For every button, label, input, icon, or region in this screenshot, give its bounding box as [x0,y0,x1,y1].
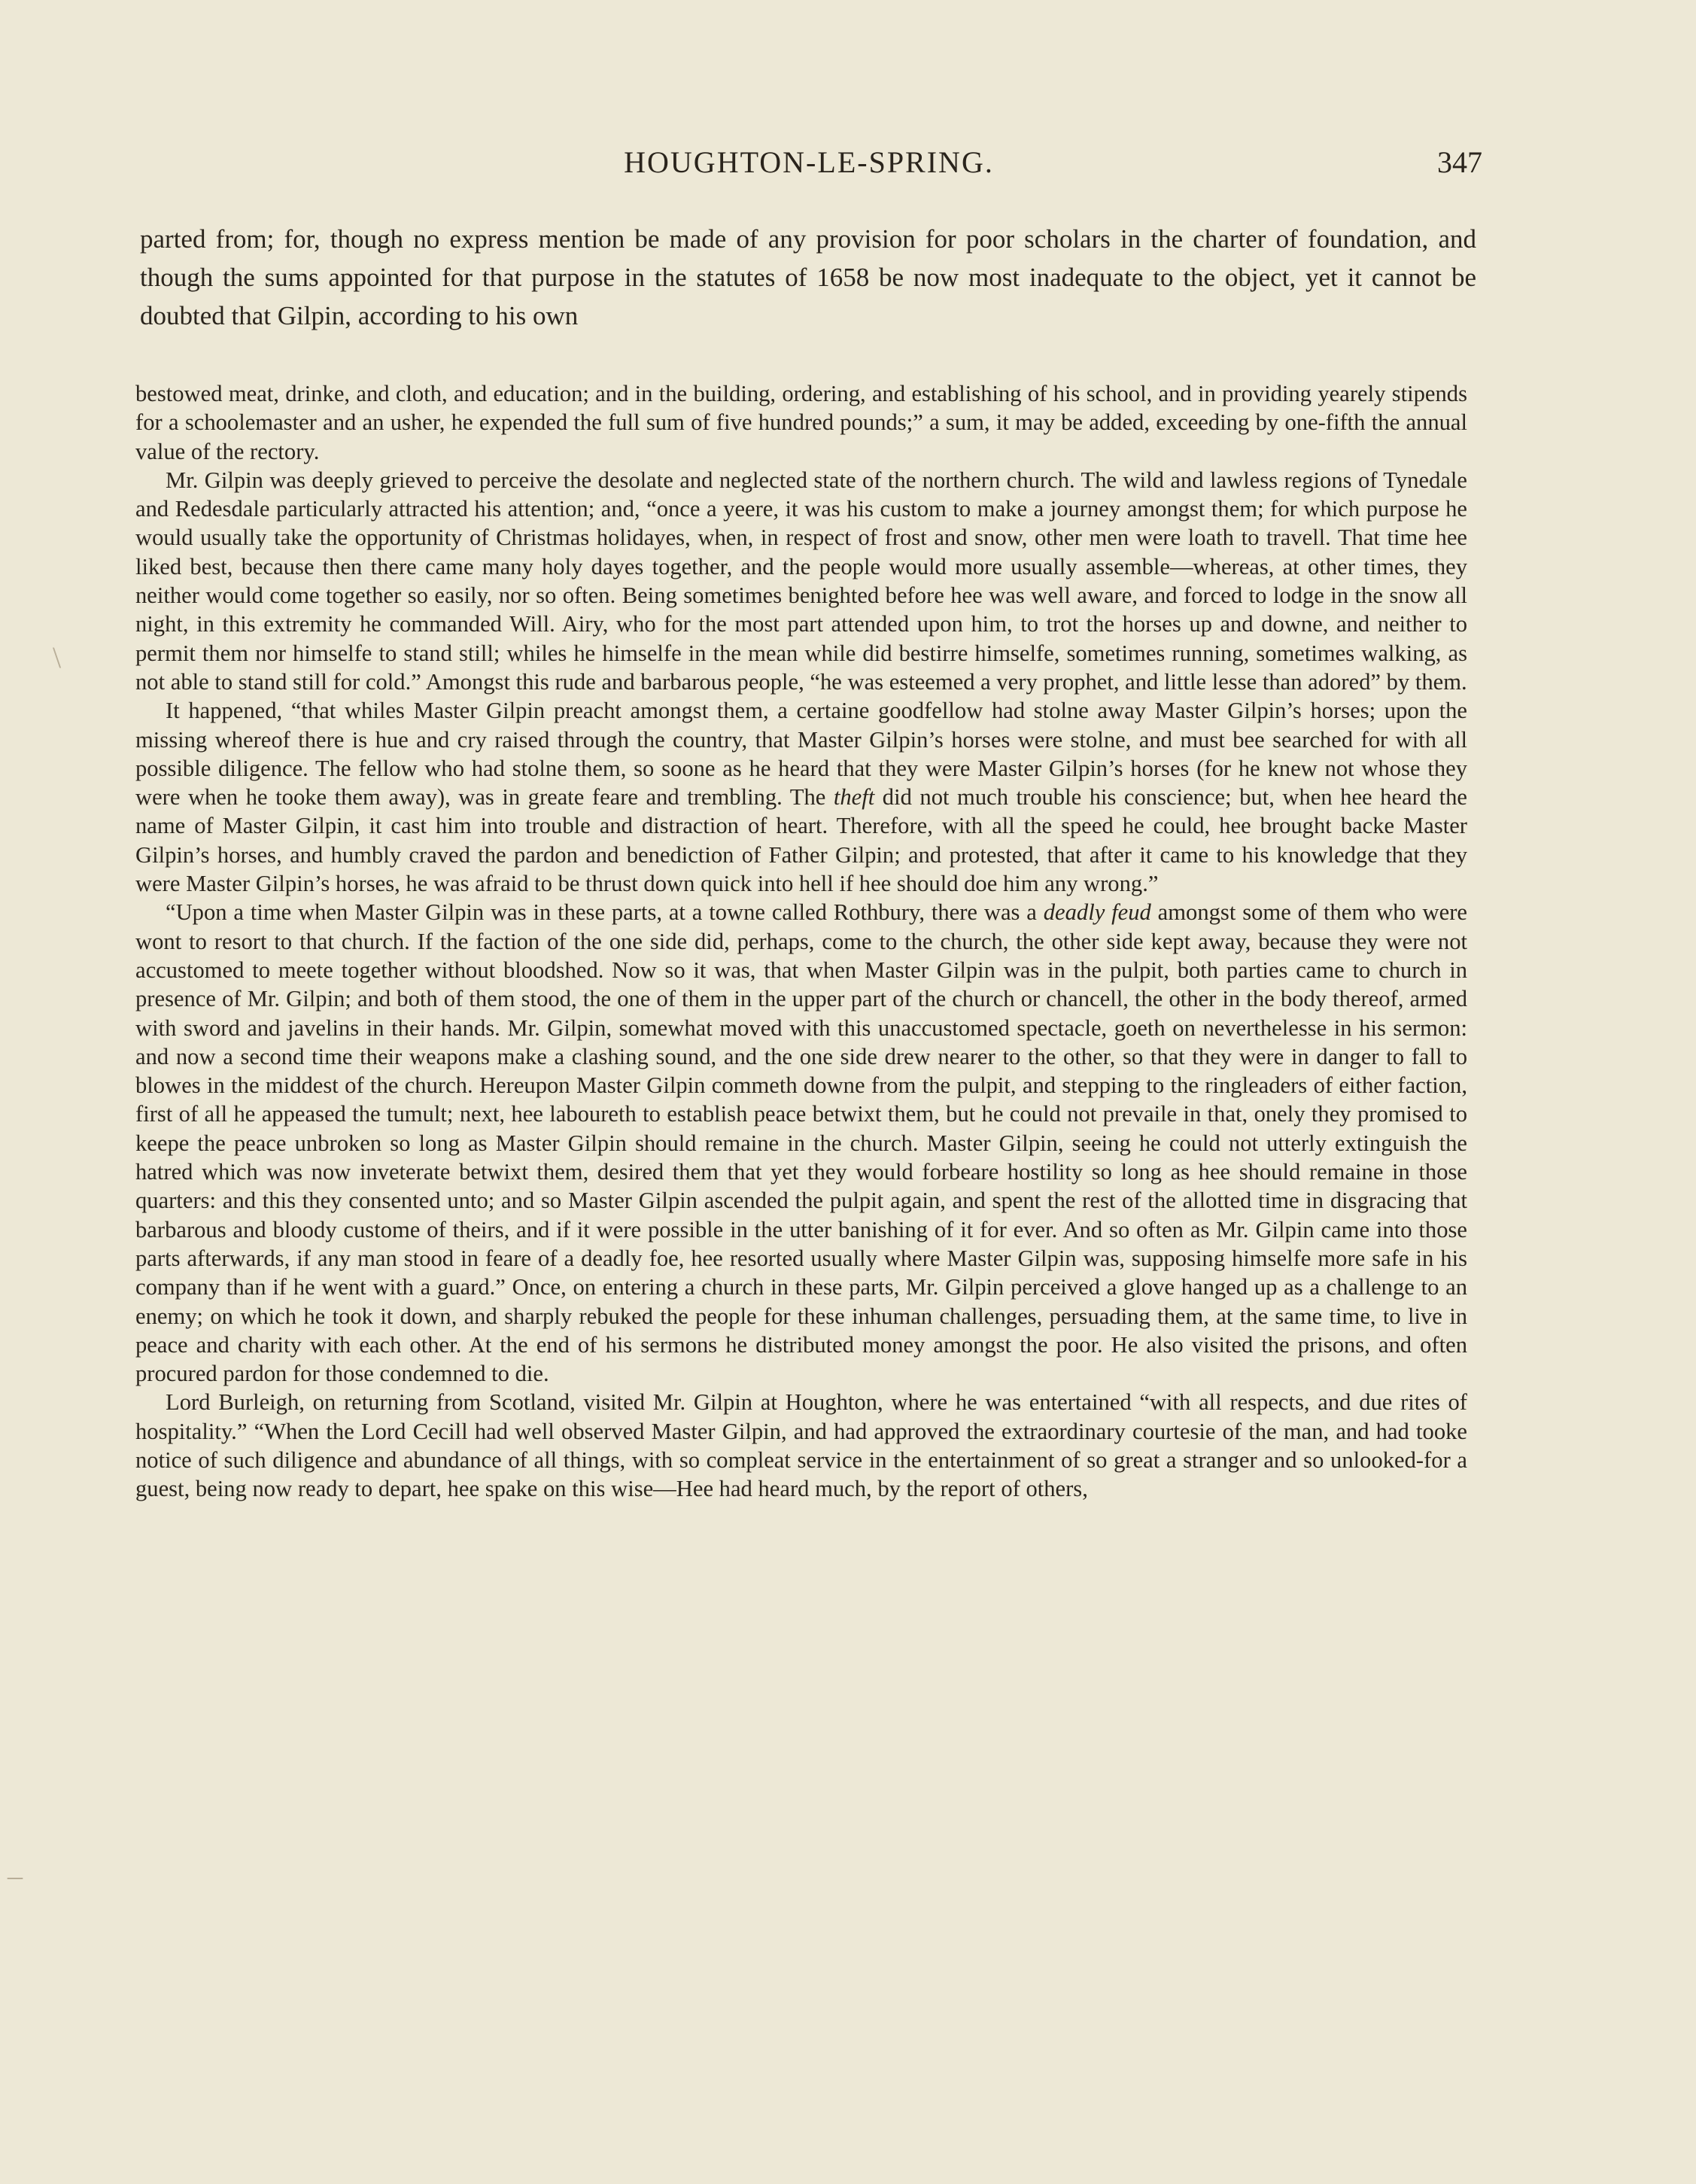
paragraph [135,466,1467,696]
italic-term: deadly feud [1043,899,1151,926]
paragraph [135,1388,1467,1503]
paragraph-text: did not much trouble his conscience; but, when hee heard the name of Master Gilpin, it cast him into trouble and distraction of heart. Therefore, with all the speed he could, hee brought backe Master Gilpin’s horses, and humbly craved the pardon and benediction of Father Gilpin; and protested, that after it came to his knowledge that they were Master Gilpin’s horses, he was afraid to be thrust down quick into hell if hee should doe him any wrong.” [135,784,1467,897]
margin-mark: \ [53,640,62,674]
paragraph-text: “Upon a time when Master Gilpin was in these parts, at a towne called Rothbury, there was a [166,899,1044,926]
lead-paragraph: parted from; for, though no express mention be made of any provision for poor scholars in the charter of foundation, and though the sums appointed for that purpose in the statutes of 1658 be now most inadequate to the object, yet it cannot be doubted that Gilpin, according to his own [140,224,1476,330]
body-text [135,379,1467,1504]
paragraph-text: bestowed meat, drinke, and cloth, and education; and in the building, ordering, and establishing of his school, and in providing yearely stipends for a schoolemaster and an usher, he expended the full sum of five hundred pounds;” a sum, it may be added, exceeding by one-fifth the annual value of the rectory. [135,381,1467,464]
lead-paragraph-block [140,220,1476,335]
paragraph-text: Mr. Gilpin was deeply grieved to perceive the desolate and neglected state of the northern church. The wild and lawless regions of Tynedale and Redesdale particularly attracted his attention; and, “once a yeere, it was his custom to make a journey amongst them; for which purpose he would usually take the opportunity of Christmas holidayes, when, in respect of frost and snow, other men were loath to travell. That time hee liked best, because then there came many holy dayes together, and the people would more usually assemble—whereas, at other times, they neither would come together so easily, nor so often. Being sometimes benighted before hee was well aware, and forced to lodge in the snow all night, in this extremity he commanded Will. Airy, who for the most part attended upon him, to trot the horses up and downe, and neither to permit them nor himselfe to stand still; whiles he himselfe in the mean while did bestirre himselfe, sometimes running, sometimes walking, as not able to stand still for cold.” Amongst this rude and barbarous people, “he was esteemed a very prophet, and little lesse than adored” by them. [135,467,1467,695]
margin-mark: _ [8,1848,23,1882]
paragraph-text: It happened, “that whiles Master Gilpin preacht amongst them, a certaine goodfellow had stolne away Master Gilpin’s horses; upon the missing whereof there is hue and cry raised through the country, that Master Gilpin’s horses were stolne, and must bee searched for with all possible diligence. The fellow who had stolne them, so soone as he heard that they were Master Gilpin’s horses (for he knew not whose they were when he tooke them away), was in greate feare and trembling. The [135,698,1467,811]
running-title: HOUGHTON-LE-SPRING. [624,145,994,179]
paragraph [135,898,1467,1388]
page-header [135,144,1482,190]
italic-term: theft [833,784,875,811]
page-number: 347 [1437,145,1482,179]
paragraph-text: Lord Burleigh, on returning from Scotland, visited Mr. Gilpin at Houghton, where he was entertained “with all respects, and due rites of hospitality.” “When the Lord Cecill had well observed Master Gilpin, and had approved the extraordinary courtesie of the man, and had tooke notice of such diligence and abundance of all things, with so compleat service in the entertainment of so great a stranger and so unlooked-for a guest, being now ready to depart, hee spake on this wise—Hee had heard much, by the report of others, [135,1389,1467,1502]
paragraph [135,696,1467,898]
paragraph [135,379,1467,466]
paragraph-text: amongst some of them who were wont to resort to that church. If the faction of the one side did, perhaps, come to the church, the other side kept away, because they were not accustomed to meete together without bloodshed. Now so it was, that when Master Gilpin was in the pulpit, both parties came to church in presence of Mr. Gilpin; and both of them stood, the one of them in the upper part of the church or chancell, the other in the body thereof, armed with sword and javelins in their hands. Mr. Gilpin, somewhat moved with this unaccustomed spectacle, goeth on neverthelesse in his sermon: and now a second time their weapons make a clashing sound, and the one side drew nearer to the other, so that they were in danger to fall to blowes in the middest of the church. Hereupon Master Gilpin commeth downe from the pulpit, and stepping to the ringleaders of either faction, first of all he appeased the tumult; next, hee laboureth to establish peace betwixt them, but he could not prevaile in that, onely they promised to keepe the peace unbroken so long as Master Gilpin should remaine in the church. Master Gilpin, seeing he could not utterly extinguish the hatred which was now inveterate betwixt them, desired them that yet they would forbeare hostility so long as hee should remaine in those quarters: and this they consented unto; and so Master Gilpin ascended the pulpit again, and spent the rest of the allotted time in disgracing that barbarous and bloody custome of theirs, and if it were possible in the utter banishing of it for ever. And so often as Mr. Gilpin came into those parts afterwards, if any man stood in feare of a deadly foe, hee resorted usually where Master Gilpin was, supposing himselfe more safe in his company than if he went with a guard.” Once, on entering a church in these parts, Mr. Gilpin perceived a glove hanged up as a challenge to an enemy; on which he took it down, and sharply rebuked the people for these inhuman challenges, persuading them, at the same time, to live in peace and charity with each other. At the end of his sermons he distributed money amongst the poor. He also visited the prisons, and often procured pardon for those condemned to die. [135,899,1467,1387]
